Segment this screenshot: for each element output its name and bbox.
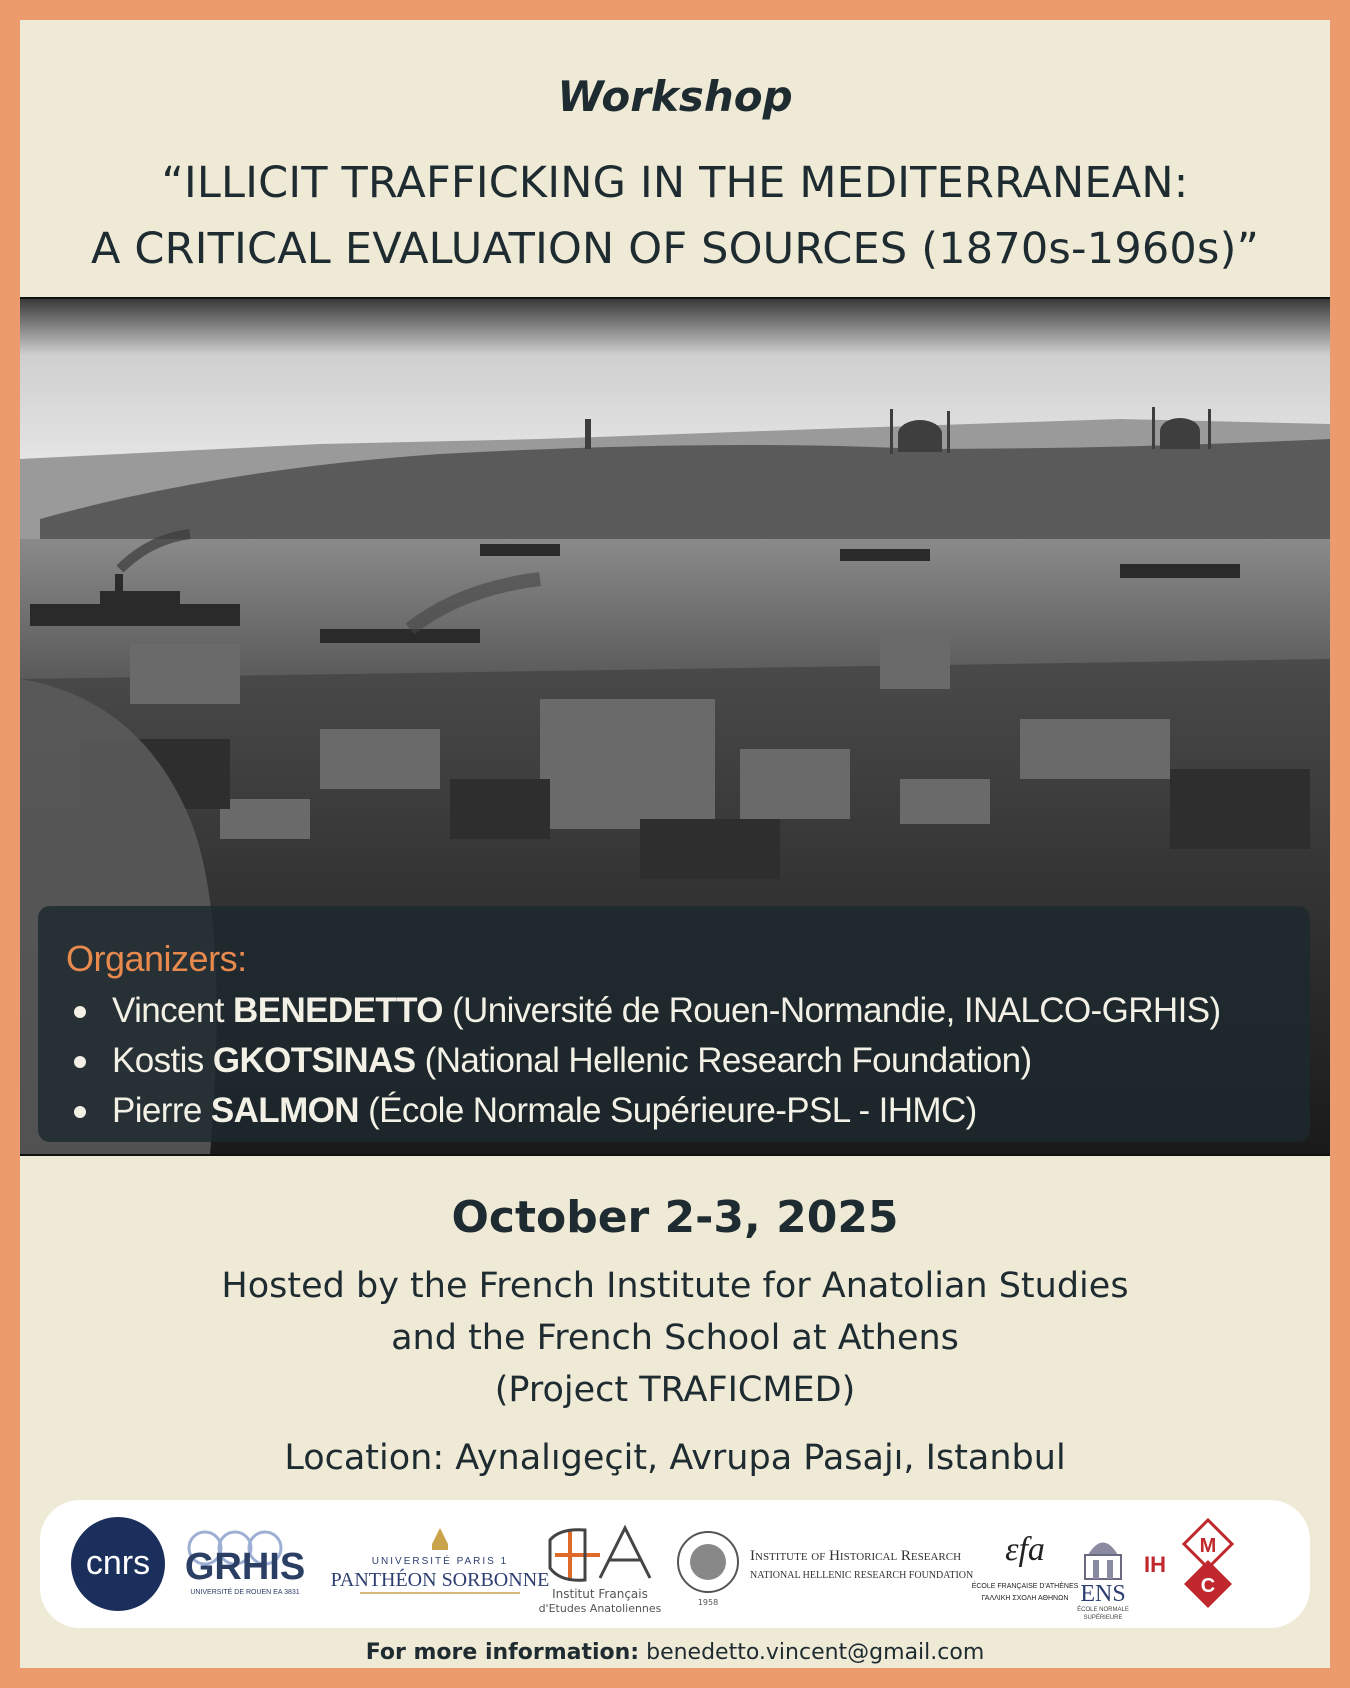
svg-text:εfa: εfa — [1005, 1531, 1045, 1568]
cnrs-logo-text: cnrs — [85, 1544, 151, 1582]
hosted-line-3: (Project TRAFICMED) — [494, 1370, 856, 1410]
ifea-line-2: d'Etudes Anatoliennes — [538, 1602, 662, 1615]
hosted-by — [20, 1260, 1330, 1416]
info-label: For more information: — [365, 1640, 640, 1665]
poster — [20, 20, 1330, 1668]
ihmc-c: C — [1200, 1575, 1216, 1597]
organizer-first-name: Kostis — [112, 1041, 204, 1080]
historic-istanbul-photo — [20, 297, 1330, 1156]
ihr-line-1: Institute of Historical Research — [750, 1548, 962, 1564]
contact-email[interactable]: benedetto.vincent@gmail.com — [639, 1640, 985, 1665]
contact-info — [20, 1640, 1330, 1665]
pantheon-sorbonne-logo — [331, 1528, 550, 1593]
organizer-affiliation: (École Normale Supérieure-PSL - IHMC) — [368, 1091, 977, 1130]
organizer-first-name: Vincent — [112, 991, 224, 1030]
organizer-last-name: BENEDETTO — [233, 991, 443, 1030]
ens-sub-2: SUPÉRIEURE — [1083, 1615, 1123, 1621]
organizer-first-name: Pierre — [112, 1091, 202, 1130]
ens-logo — [1077, 1543, 1129, 1622]
organizers-panel — [38, 906, 1310, 1142]
ihr-line-2: NATIONAL HELLENIC RESEARCH FOUNDATION — [750, 1570, 974, 1581]
efa-line-2: ΓΑΛΛΙΚΗ ΣΧΟΛΗ ΑΘΗΝΩΝ — [981, 1595, 1069, 1602]
bullet-icon — [74, 1056, 86, 1068]
organizers-list — [68, 986, 1221, 1136]
workshop-title — [20, 150, 1330, 282]
efa-logo — [972, 1531, 1079, 1602]
workshop-label: Workshop — [557, 72, 793, 121]
organizer-last-name: SALMON — [210, 1091, 359, 1130]
ihmc-logo — [1144, 1520, 1232, 1608]
ifea-line-1: Institut Français — [552, 1587, 648, 1601]
hosted-line-2: and the French School at Athens — [391, 1318, 959, 1358]
organizers-heading: Organizers: — [66, 938, 247, 979]
organizer-affiliation: (National Hellenic Research Foundation) — [424, 1041, 1032, 1080]
ihr-logo — [678, 1532, 973, 1607]
efa-line-1: ÉCOLE FRANÇAISE D'ATHÈNES — [971, 1583, 1079, 1590]
bullet-icon — [74, 1106, 86, 1118]
title-line-1: “ILLICIT TRAFFICKING IN THE MEDITERRANEAN: — [161, 158, 1189, 208]
organizer-affiliation: (Université de Rouen-Normandie, INALCO-GRHIS) — [451, 991, 1221, 1030]
title-line-2: A CRITICAL EVALUATION OF SOURCES (1870s-1960s)” — [90, 224, 1260, 274]
ihmc-m: M — [1199, 1535, 1217, 1557]
organizer-last-name: GKOTSINAS — [212, 1041, 416, 1080]
ens-text: ENS — [1080, 1581, 1126, 1607]
event-date: October 2-3, 2025 — [451, 1192, 899, 1243]
organizer-item — [68, 986, 1221, 1036]
ens-sub-1: ÉCOLE NORMALE — [1077, 1607, 1129, 1613]
ihmc-ih: IH — [1144, 1552, 1166, 1577]
event-location: Location: Aynalıgeçit, Avrupa Pasajı, Istanbul — [284, 1438, 1066, 1478]
bullet-icon — [74, 1006, 86, 1018]
ifea-logo — [539, 1528, 662, 1615]
cnrs-logo — [71, 1517, 165, 1611]
paris1-top-text: UNIVERSITÉ PARIS 1 — [371, 1556, 509, 1567]
paris1-main-text: PANTHÉON SORBONNE — [330, 1569, 550, 1591]
hosted-line-1: Hosted by the French Institute for Anatolian Studies — [221, 1266, 1129, 1306]
grhis-logo — [185, 1532, 305, 1596]
organizer-item — [68, 1086, 1221, 1136]
ihr-year: 1958 — [697, 1598, 719, 1607]
partner-logos-strip — [40, 1500, 1310, 1628]
logos-svg — [40, 1500, 1310, 1628]
grhis-logo-text: GRHIS — [184, 1546, 306, 1588]
grhis-logo-subtext: UNIVERSITÉ DE ROUEN EA 3831 — [190, 1589, 300, 1596]
organizer-item — [68, 1036, 1221, 1086]
